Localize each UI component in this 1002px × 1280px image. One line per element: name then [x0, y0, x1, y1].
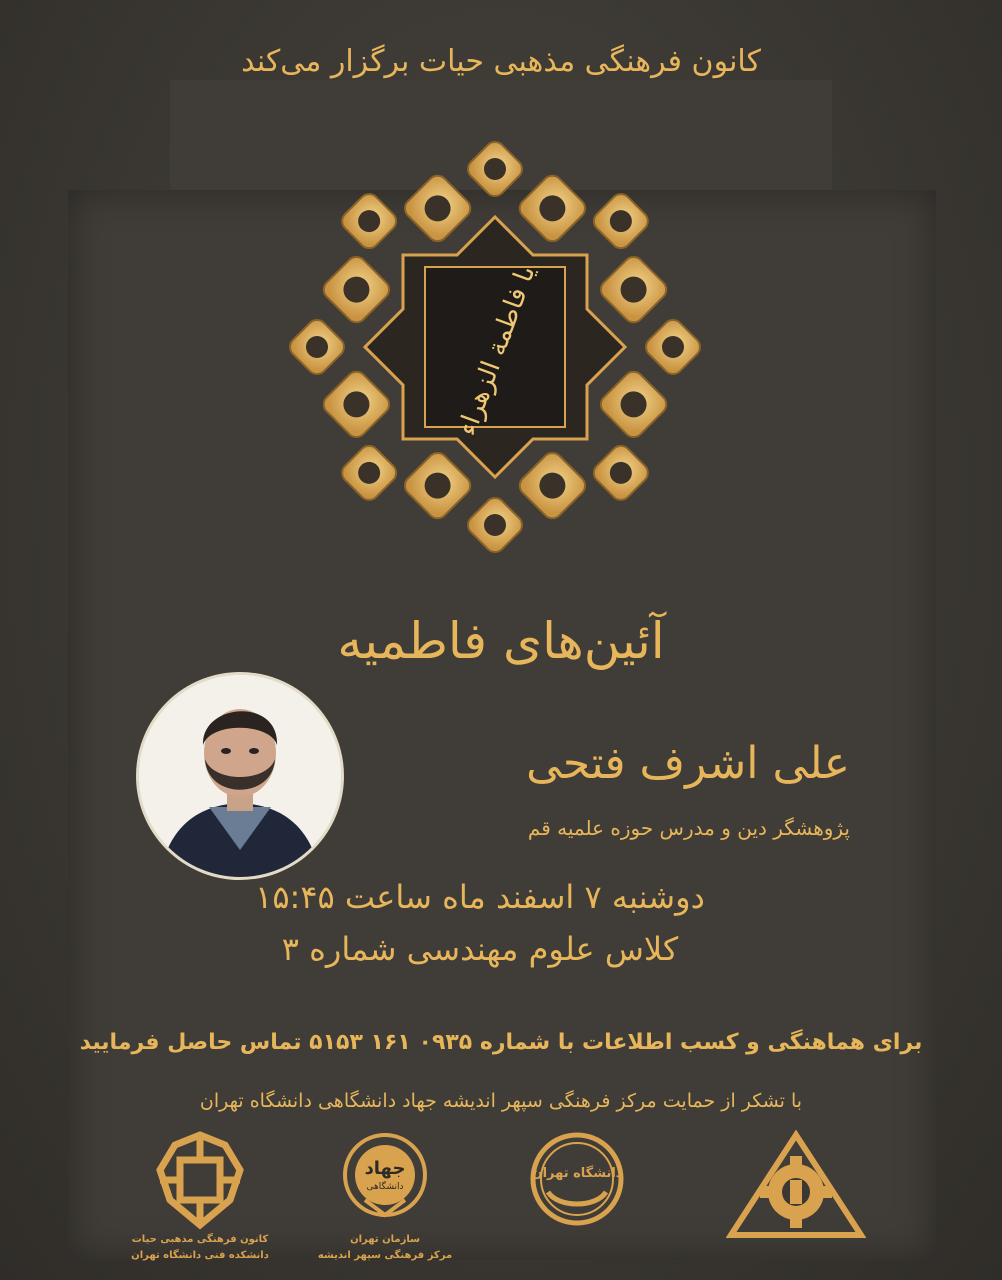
- calligraphy-text: یا فاطمة الزهراء: [452, 261, 542, 440]
- speaker-photo: [136, 672, 344, 880]
- ornament-petal-center: [610, 210, 632, 232]
- ornament-petal-center: [358, 462, 380, 484]
- ornament-petal-center: [484, 514, 506, 536]
- hayat-caption-2: دانشکده فنی دانشگاه تهران: [131, 1250, 269, 1261]
- ornament-petal-center: [621, 391, 647, 417]
- event-title: آئین‌های فاطمیه: [337, 612, 665, 670]
- event-location: کلاس علوم مهندسی شماره ۳: [281, 930, 679, 968]
- jahad-label: جهاد: [364, 1158, 406, 1179]
- ornament-petal-center: [306, 336, 328, 358]
- university-logo: [528, 1130, 626, 1232]
- hayat-caption-1: کانون فرهنگی مذهبی حیات: [131, 1234, 269, 1245]
- ornament-petal-center: [343, 391, 369, 417]
- ornament-petal-center: [484, 158, 506, 180]
- ornament-petal-center: [425, 473, 451, 499]
- jahad-caption-1: سازمان تهران: [350, 1234, 420, 1245]
- jahad-caption-2: مرکز فرهنگی سپهر اندیشه: [317, 1250, 453, 1261]
- engineering-faculty-logo: [726, 1130, 866, 1244]
- ornament-petal-center: [539, 473, 565, 499]
- ornament-petal-center: [610, 462, 632, 484]
- university-label: دانشگاه تهران: [531, 1166, 623, 1181]
- jahad-sub: دانشگاهی: [366, 1182, 404, 1192]
- thanks-line: با تشکر از حمایت مرکز فرهنگی سپهر اندیشه جهاد دانشگاهی دانشگاه تهران: [199, 1090, 803, 1112]
- ornament-petal-center: [343, 277, 369, 303]
- hayat-logo: [145, 1130, 255, 1234]
- ornament-petal-center: [621, 277, 647, 303]
- event-date-time: دوشنبه ۷ اسفند ماه ساعت ۱۵:۴۵: [255, 878, 705, 916]
- speaker-title: پژوهشگر دین و مدرس حوزه علمیه قم: [527, 816, 850, 840]
- ornament-petal-center: [662, 336, 684, 358]
- speaker-name: علی اشرف فتحی: [526, 738, 850, 789]
- ornament-medallion: [240, 110, 750, 585]
- ornament-petal-center: [425, 195, 451, 221]
- ornament-petal-center: [358, 210, 380, 232]
- contact-info: برای هماهنگی و کسب اطلاعات با شماره ۰۹۳۵ ۱۶۱ ۵۱۵۳ تماس حاصل فرمایید: [79, 1030, 923, 1055]
- jahad-logo: [340, 1130, 430, 1234]
- organizer-line: کانون فرهنگی مذهبی حیات برگزار می‌کند: [241, 44, 761, 79]
- ornament-petal-center: [539, 195, 565, 221]
